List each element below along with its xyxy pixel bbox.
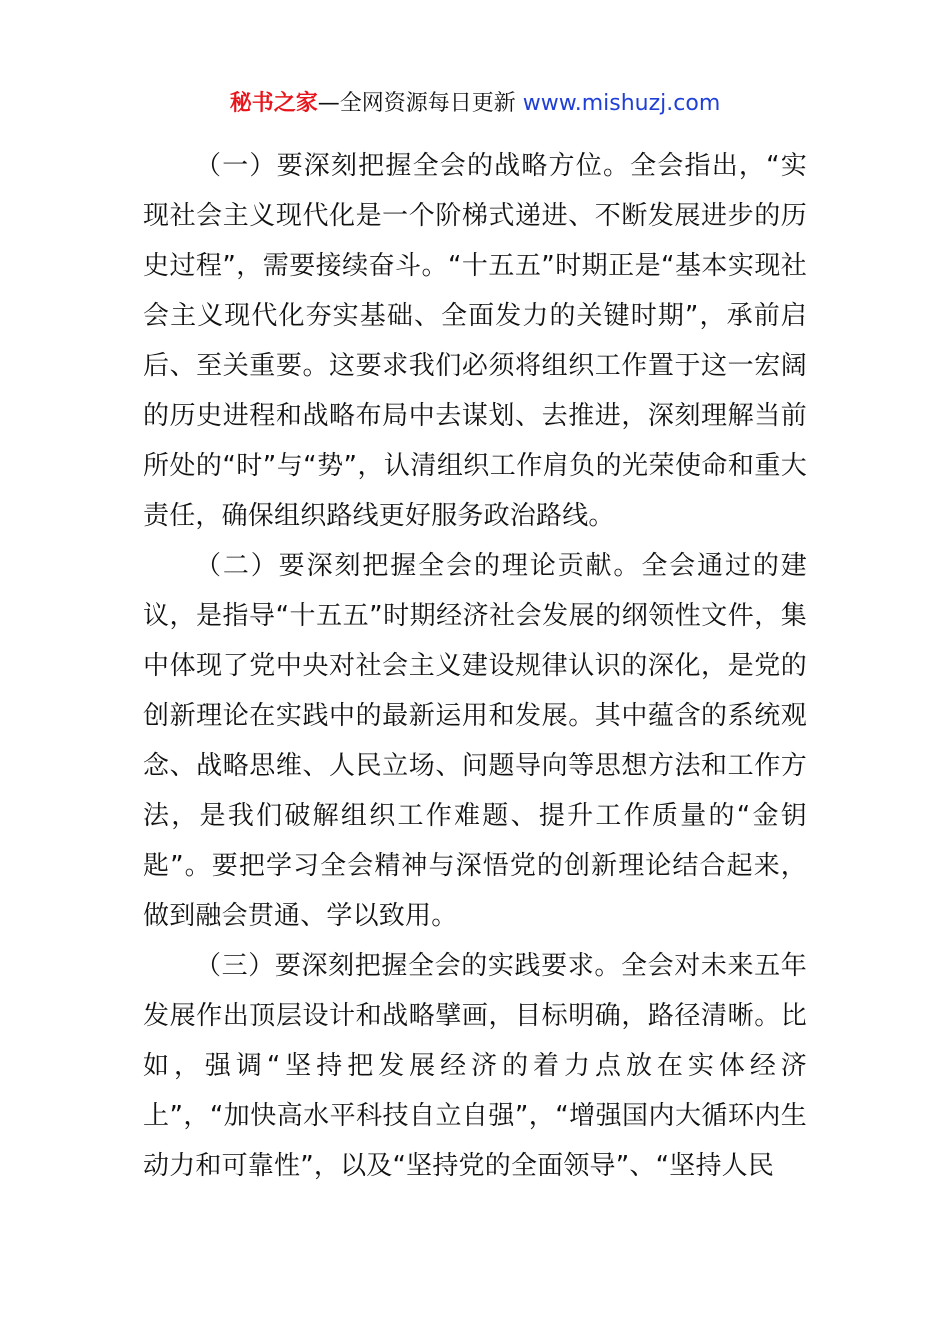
- site-url-link[interactable]: www.mishuzj.com: [522, 91, 721, 116]
- paragraph-3: （三）要深刻把握全会的实践要求。全会对未来五年发展作出顶层设计和战略擘画，目标明确，路径清晰。比如，强调“坚持把发展经济的着力点放在实体经济上”，“加快高水平科技自立自强”，“增强国内大循环内生动力和可靠性”，以及“坚持党的全面领导”、“坚持人民: [143, 951, 807, 1181]
- site-header: [0, 88, 950, 120]
- site-tagline: —全网资源每日更新: [317, 91, 523, 116]
- paragraph-1: （一）要深刻把握全会的战略方位。全会指出，“实现社会主义现代化是一个阶梯式递进、不断发展进步的历史过程”，需要接续奋斗。“十五五”时期正是“基本实现社会主义现代化夯实基础、全面发力的关键时期”，承前启后、至关重要。这要求我们必须将组织工作置于这一宏阔的历史进程和战略布局中去谋划、去推进，深刻理解当前所处的“时”与“势”，认清组织工作肩负的光荣使命和重大责任，确保组织路线更好服务政治路线。: [143, 151, 807, 531]
- document-body: [143, 141, 807, 1191]
- site-brand: 秘书之家: [229, 91, 318, 116]
- paragraph-2: （二）要深刻把握全会的理论贡献。全会通过的建议，是指导“十五五”时期经济社会发展的纲领性文件，集中体现了党中央对社会主义建设规律认识的深化，是党的创新理论在实践中的最新运用和发展。其中蕴含的系统观念、战略思维、人民立场、问题导向等思想方法和工作方法，是我们破解组织工作难题、提升工作质量的“金钥匙”。要把学习全会精神与深悟党的创新理论结合起来，做到融会贯通、学以致用。: [143, 551, 807, 931]
